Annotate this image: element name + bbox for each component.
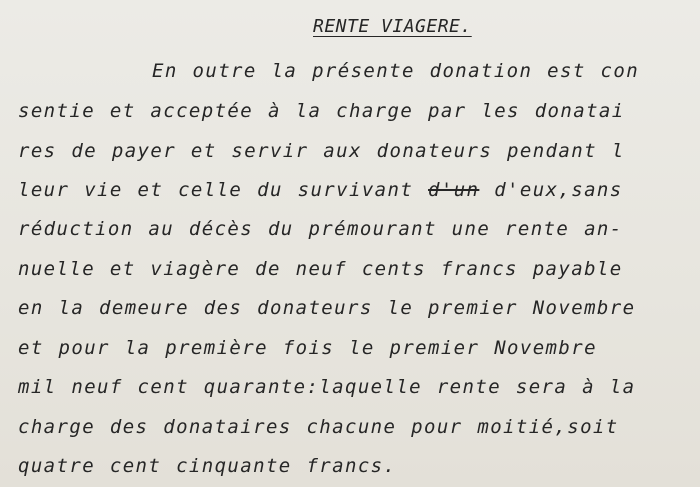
document-title: RENTE VIAGERE. xyxy=(313,16,472,37)
text-line-8: et pour la première fois le premier Novembre xyxy=(18,337,597,359)
text-line-6: nuelle et viagère de neuf cents francs payable xyxy=(18,258,623,280)
text-line-2: sentie et acceptée à la charge par les donatai xyxy=(18,100,625,122)
text-line-4-start: leur vie et celle du survivant xyxy=(18,179,429,201)
struck-word: d'un xyxy=(428,179,480,201)
text-line-10: charge des donataires chacune pour moitié,soit xyxy=(18,416,619,438)
text-line-4 xyxy=(18,181,623,200)
text-line-7: en la demeure des donateurs le premier Novembre xyxy=(18,297,636,319)
text-line-5: réduction au décès du prémourant une rente an- xyxy=(18,218,623,240)
text-line-4-end: d'eux,sans xyxy=(479,179,623,201)
text-line-11: quatre cent cinquante francs. xyxy=(18,455,397,477)
text-line-1: En outre la présente donation est con xyxy=(152,60,640,82)
text-line-3: res de payer et servir aux donateurs pendant l xyxy=(18,140,625,162)
text-line-9: mil neuf cent quarante:laquelle rente sera à la xyxy=(18,376,636,398)
